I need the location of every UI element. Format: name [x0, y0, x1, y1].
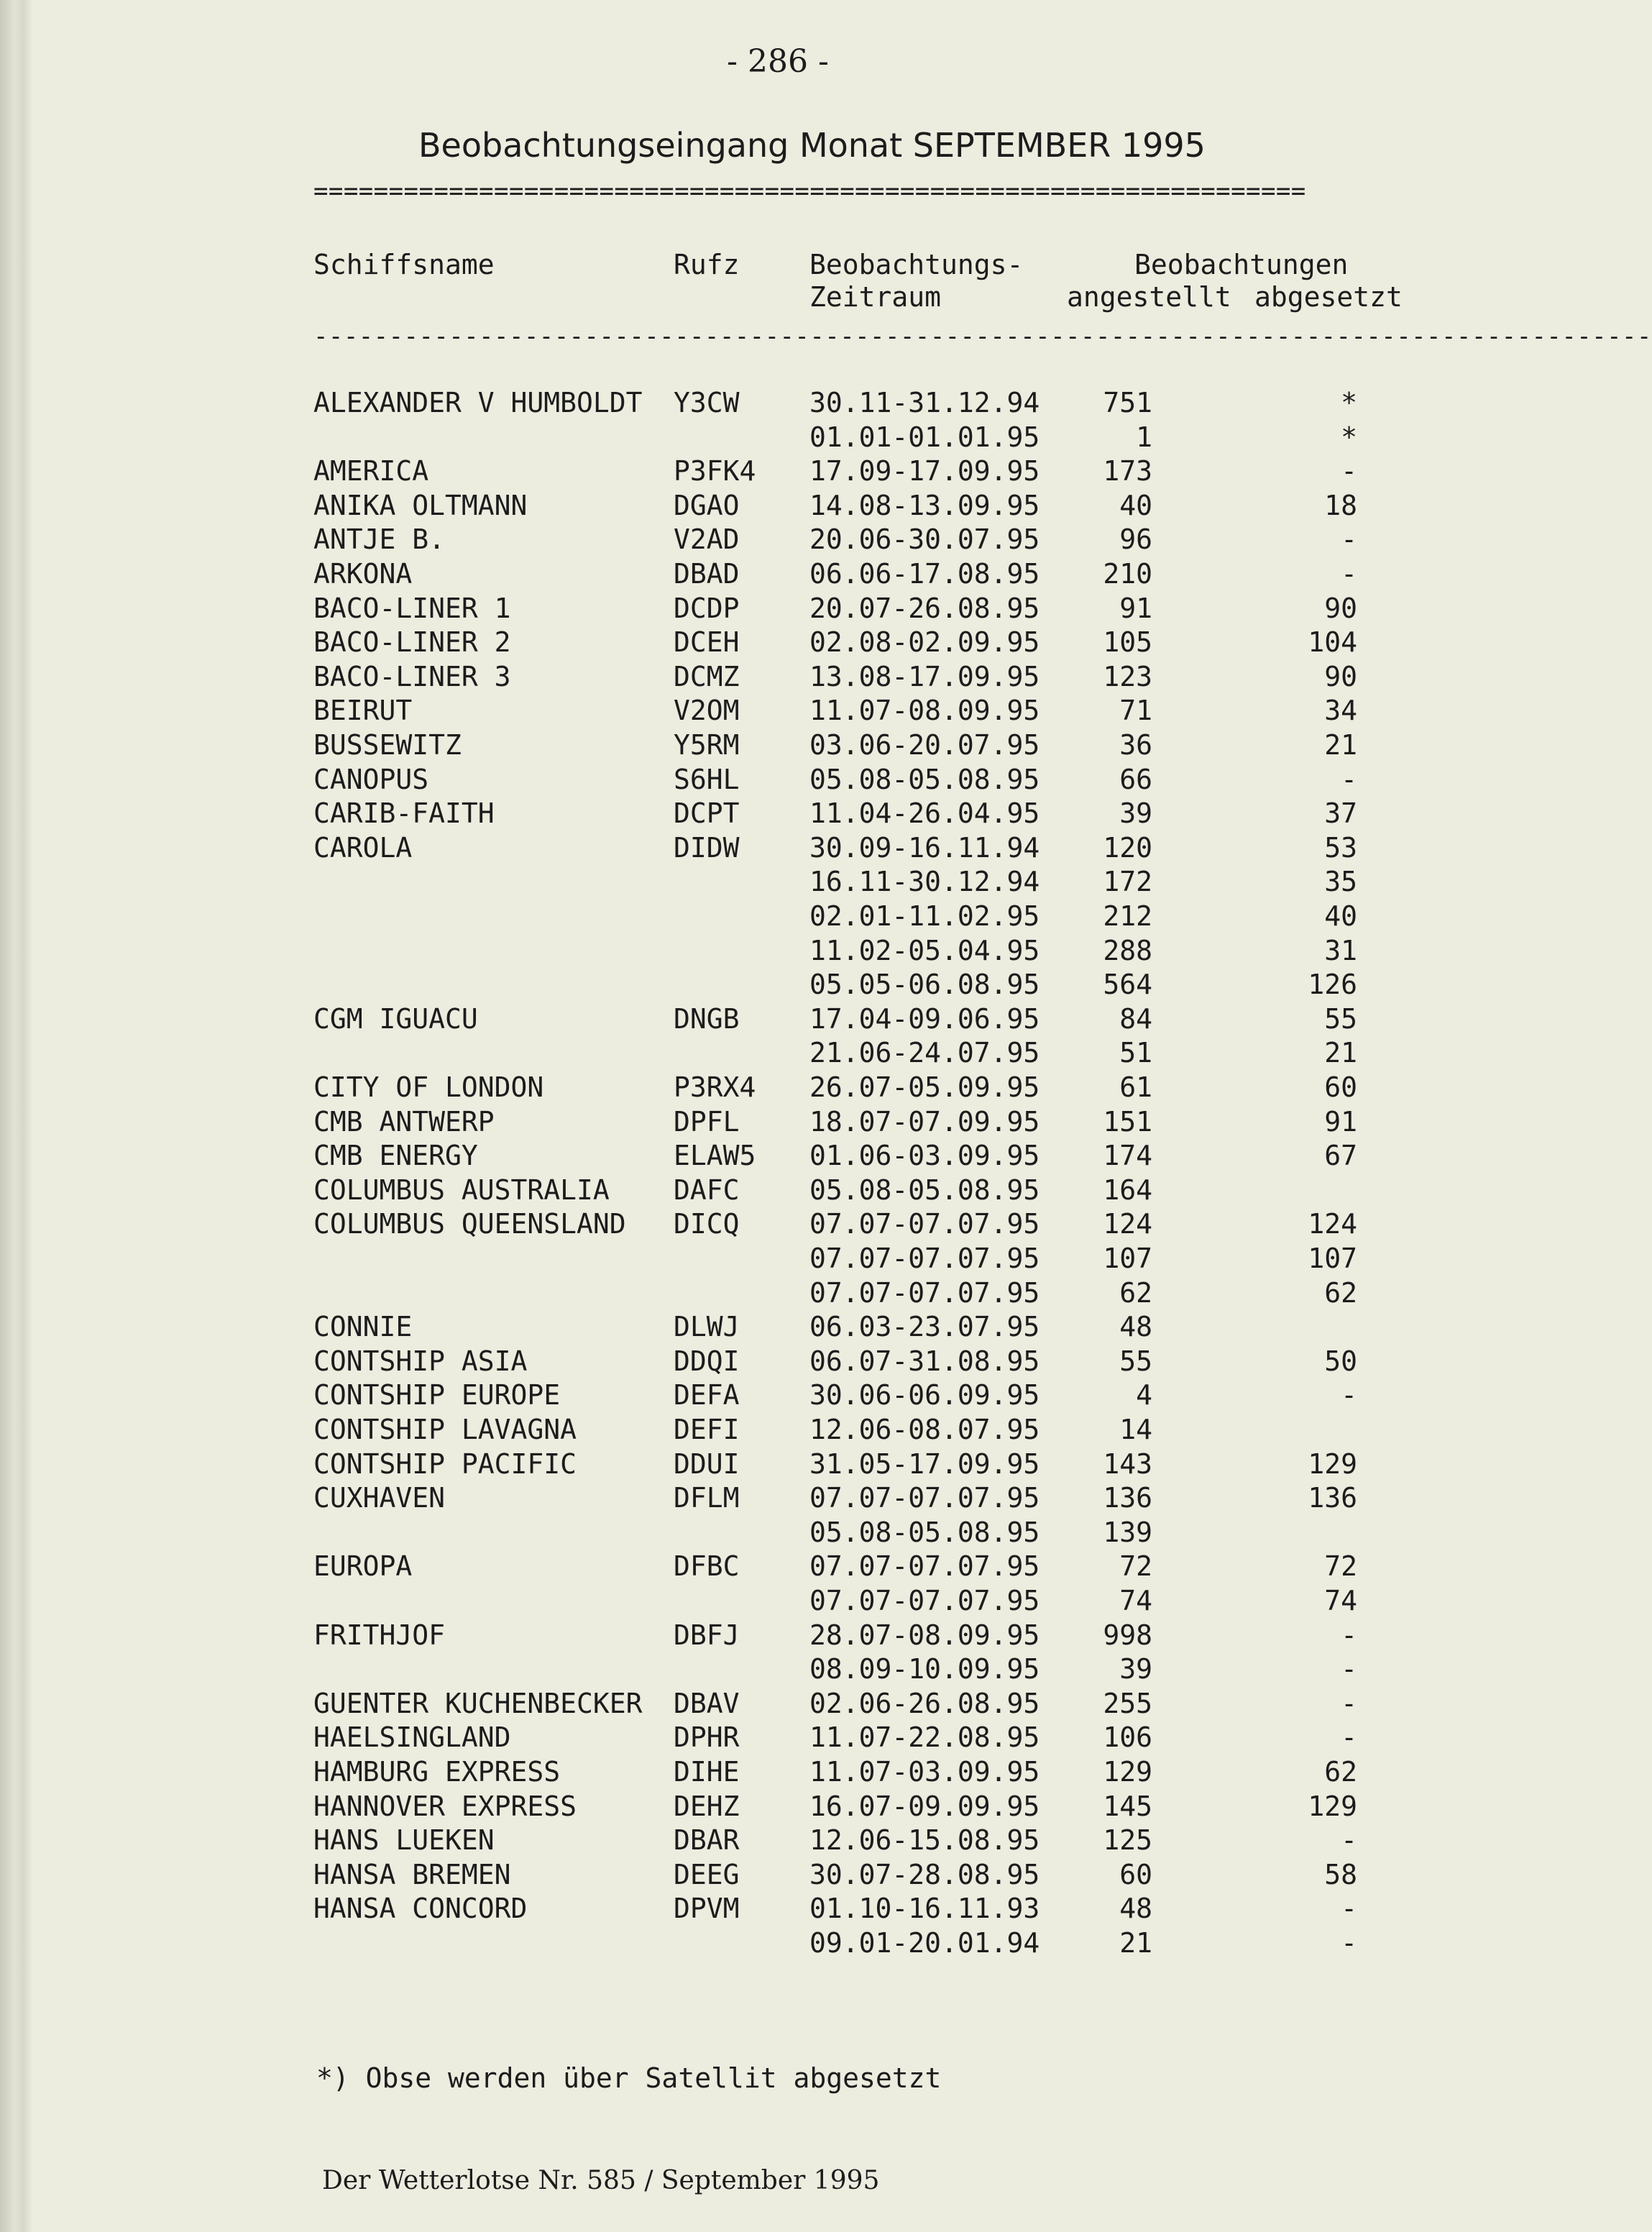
period-cell: 28.07-08.09.95 [809, 1619, 1040, 1651]
observations-sent-cell: - [1341, 1687, 1357, 1719]
observations-made-cell: 139 [1103, 1516, 1152, 1548]
table-row [0, 1035, 1556, 1070]
observations-made-cell: 129 [1103, 1756, 1152, 1788]
callsign-cell: DCEH [674, 626, 740, 659]
observations-made-cell: 91 [1119, 592, 1152, 624]
observations-made-cell: 40 [1119, 489, 1152, 521]
table-row [0, 385, 1556, 420]
observations-made-cell: 48 [1119, 1893, 1152, 1925]
ship-name-cell: COLUMBUS AUSTRALIA [313, 1174, 610, 1206]
callsign-cell: DCMZ [674, 660, 740, 692]
ship-name-cell: HAMBURG EXPRESS [313, 1756, 561, 1788]
ship-name-cell: CMB ANTWERP [313, 1105, 495, 1138]
ship-name-cell: BACO-LINER 2 [313, 626, 511, 659]
ship-name-cell: CAROLA [313, 831, 413, 864]
period-cell: 03.06-20.07.95 [809, 729, 1040, 761]
period-cell: 07.07-07.07.95 [809, 1243, 1040, 1274]
observations-made-cell: 164 [1103, 1174, 1152, 1206]
period-cell: 17.09-17.09.95 [809, 455, 1040, 488]
observations-made-cell: 210 [1103, 558, 1152, 590]
ship-name-cell: CONTSHIP EUROPE [313, 1379, 561, 1412]
period-cell: 21.06-24.07.95 [809, 1037, 1040, 1069]
observations-sent-cell: 34 [1324, 695, 1357, 727]
period-cell: 05.08-05.08.95 [809, 1516, 1040, 1548]
observations-sent-cell: * [1341, 387, 1357, 418]
ship-name-cell: CONTSHIP LAVAGNA [313, 1414, 577, 1445]
ship-name-cell: BEIRUT [313, 695, 413, 727]
observations-sent-cell: 129 [1308, 1790, 1357, 1822]
header-sent: abgesetzt [1254, 281, 1403, 313]
header-period-line2: Zeitraum [809, 281, 942, 313]
observations-made-cell: 74 [1119, 1585, 1152, 1616]
period-cell: 06.07-31.08.95 [809, 1345, 1040, 1377]
observations-made-cell: 60 [1119, 1858, 1152, 1890]
callsign-cell: DEFI [674, 1414, 740, 1445]
callsign-cell: DFBC [674, 1550, 740, 1583]
callsign-cell: DBAV [674, 1687, 740, 1719]
callsign-cell: DDUI [674, 1447, 740, 1480]
callsign-cell: DPHR [674, 1721, 740, 1754]
period-cell: 05.05-06.08.95 [809, 969, 1040, 1001]
ship-name-cell: ANTJE B. [313, 523, 446, 556]
callsign-cell: DIDW [674, 831, 740, 864]
observations-sent-cell: 74 [1324, 1585, 1357, 1616]
period-cell: 05.08-05.08.95 [809, 763, 1040, 795]
observations-made-cell: 39 [1119, 1653, 1152, 1686]
callsign-cell: DEFA [674, 1379, 740, 1412]
table-row [0, 933, 1556, 968]
callsign-cell: DBAR [674, 1824, 740, 1857]
period-cell: 16.11-30.12.94 [809, 866, 1040, 898]
table-row [0, 899, 1556, 933]
observations-made-cell: 62 [1119, 1276, 1152, 1309]
observations-sent-cell: 124 [1308, 1208, 1357, 1240]
table-row [0, 1412, 1556, 1447]
observations-made-cell: 288 [1103, 934, 1152, 966]
observations-made-cell: 21 [1119, 1927, 1152, 1959]
observations-made-cell: 125 [1103, 1824, 1152, 1857]
observations-made-cell: 145 [1103, 1790, 1152, 1822]
callsign-cell: V2OM [674, 695, 740, 727]
table-row [0, 454, 1556, 488]
ship-name-cell: ARKONA [313, 558, 413, 590]
callsign-cell: V2AD [674, 523, 740, 556]
observations-made-cell: 96 [1119, 523, 1152, 556]
observations-made-cell: 998 [1103, 1619, 1152, 1651]
table-row [0, 1276, 1556, 1310]
period-cell: 11.02-05.04.95 [809, 934, 1040, 966]
period-cell: 06.03-23.07.95 [809, 1311, 1040, 1343]
observations-sent-cell: 37 [1324, 797, 1357, 830]
table-row [0, 1173, 1556, 1207]
observations-sent-cell: 126 [1308, 969, 1357, 1001]
ship-name-cell: BACO-LINER 1 [313, 592, 511, 624]
header-ship-name: Schiffsname [313, 249, 495, 280]
table-row [0, 1549, 1556, 1583]
observations-sent-cell: 107 [1308, 1243, 1357, 1274]
observations-made-cell: 174 [1103, 1140, 1152, 1172]
observations-made-cell: 212 [1103, 900, 1152, 932]
period-cell: 31.05-17.09.95 [809, 1447, 1040, 1480]
observations-made-cell: 72 [1119, 1550, 1152, 1583]
observations-made-cell: 4 [1136, 1379, 1152, 1412]
callsign-cell: DNGB [674, 1002, 740, 1035]
callsign-cell: DCDP [674, 592, 740, 624]
observations-sent-cell: - [1341, 558, 1357, 590]
table-row [0, 762, 1556, 797]
ship-name-cell: CARIB-FAITH [313, 797, 495, 830]
ship-name-cell: CANOPUS [313, 763, 429, 795]
observations-made-cell: 105 [1103, 626, 1152, 659]
observations-sent-cell: 129 [1308, 1447, 1357, 1480]
observations-made-cell: 120 [1103, 831, 1152, 864]
callsign-cell: DICQ [674, 1208, 740, 1240]
observations-made-cell: 124 [1103, 1208, 1152, 1240]
period-cell: 05.08-05.08.95 [809, 1174, 1040, 1206]
table-row [0, 1857, 1556, 1892]
observations-sent-cell: 72 [1324, 1550, 1357, 1583]
observations-sent-cell: - [1341, 1927, 1357, 1959]
ship-name-cell: HANSA CONCORD [313, 1893, 528, 1925]
table-row [0, 488, 1556, 523]
period-cell: 07.07-07.07.95 [809, 1482, 1040, 1514]
header-callsign: Rufz [674, 249, 740, 280]
period-cell: 11.04-26.04.95 [809, 797, 1040, 830]
observations-sent-cell: 62 [1324, 1276, 1357, 1309]
table-row [0, 1207, 1556, 1241]
period-cell: 12.06-08.07.95 [809, 1414, 1040, 1445]
period-cell: 07.07-07.07.95 [809, 1585, 1040, 1616]
ship-name-cell: HAELSINGLAND [313, 1721, 511, 1754]
table-row [0, 796, 1556, 831]
table-row [0, 591, 1556, 626]
table-row [0, 1241, 1556, 1276]
table-row [0, 1378, 1556, 1412]
ship-name-cell: CONTSHIP ASIA [313, 1345, 528, 1377]
table-row [0, 557, 1556, 591]
period-cell: 20.07-26.08.95 [809, 592, 1040, 624]
table-row [0, 831, 1556, 865]
header-separator: ----------------------------------------------------------------------------------------- [313, 322, 1652, 351]
callsign-cell: DIHE [674, 1756, 740, 1788]
callsign-cell: DAFC [674, 1174, 740, 1206]
table-row [0, 1755, 1556, 1789]
observations-sent-cell: 35 [1324, 866, 1357, 898]
observations-sent-cell: 50 [1324, 1345, 1357, 1377]
observations-sent-cell: - [1341, 1653, 1357, 1686]
period-cell: 11.07-08.09.95 [809, 695, 1040, 727]
observations-sent-cell: - [1341, 763, 1357, 795]
ship-name-cell: CUXHAVEN [313, 1482, 446, 1514]
observations-made-cell: 36 [1119, 729, 1152, 761]
ship-name-cell: CONTSHIP PACIFIC [313, 1447, 577, 1480]
page-number: - 286 - [727, 43, 829, 80]
table-row [0, 1823, 1556, 1857]
table-row [0, 1926, 1556, 1960]
observations-made-cell: 55 [1119, 1345, 1152, 1377]
observations-sent-cell: 67 [1324, 1140, 1357, 1172]
ship-name-cell: ALEXANDER V HUMBOLDT [313, 387, 643, 418]
period-cell: 09.01-20.01.94 [809, 1927, 1040, 1959]
callsign-cell: DEEG [674, 1858, 740, 1890]
ship-name-cell: AMERICA [313, 455, 429, 488]
observations-sent-cell: - [1341, 1379, 1357, 1412]
observations-sent-cell: 18 [1324, 489, 1357, 521]
callsign-cell: DDQI [674, 1345, 740, 1377]
table-row [0, 864, 1556, 899]
observations-sent-cell: 53 [1324, 831, 1357, 864]
table-row [0, 1447, 1556, 1481]
page-footer: Der Wetterlotse Nr. 585 / September 1995 [322, 2166, 880, 2195]
ship-name-cell: CGM IGUACU [313, 1002, 478, 1035]
period-cell: 30.06-06.09.95 [809, 1379, 1040, 1412]
callsign-cell: Y5RM [674, 729, 740, 761]
period-cell: 02.06-26.08.95 [809, 1687, 1040, 1719]
callsign-cell: ELAW5 [674, 1140, 756, 1172]
period-cell: 07.07-07.07.95 [809, 1276, 1040, 1309]
table-row [0, 1104, 1556, 1139]
period-cell: 14.08-13.09.95 [809, 489, 1040, 521]
table-row [0, 1618, 1556, 1652]
table-row [0, 625, 1556, 659]
table-row [0, 1344, 1556, 1378]
observations-sent-cell: 62 [1324, 1756, 1357, 1788]
observations-sent-cell: 40 [1324, 900, 1357, 932]
table-row [0, 693, 1556, 728]
table-row [0, 659, 1556, 694]
observations-sent-cell: - [1341, 523, 1357, 556]
callsign-cell: DGAO [674, 489, 740, 521]
observations-sent-cell: 60 [1324, 1071, 1357, 1103]
period-cell: 07.07-07.07.95 [809, 1550, 1040, 1583]
period-cell: 18.07-07.09.95 [809, 1105, 1040, 1138]
period-cell: 16.07-09.09.95 [809, 1790, 1040, 1822]
observations-made-cell: 66 [1119, 763, 1152, 795]
observations-made-cell: 255 [1103, 1687, 1152, 1719]
observations-sent-cell: 90 [1324, 592, 1357, 624]
callsign-cell: DEHZ [674, 1790, 740, 1822]
period-cell: 30.09-16.11.94 [809, 831, 1040, 864]
observations-made-cell: 143 [1103, 1447, 1152, 1480]
observations-sent-cell: - [1341, 1619, 1357, 1651]
callsign-cell: P3RX4 [674, 1071, 756, 1103]
period-cell: 08.09-10.09.95 [809, 1653, 1040, 1686]
title-underline: ================================================================== [313, 177, 1306, 206]
table-row [0, 1481, 1556, 1515]
table-row [0, 1652, 1556, 1686]
table-row [0, 1309, 1556, 1344]
observations-made-cell: 51 [1119, 1037, 1152, 1069]
observations-sent-cell: * [1341, 421, 1357, 453]
observations-made-cell: 84 [1119, 1002, 1152, 1035]
callsign-cell: Y3CW [674, 387, 740, 418]
period-cell: 17.04-09.06.95 [809, 1002, 1040, 1035]
observations-made-cell: 1 [1136, 421, 1152, 453]
observations-made-cell: 48 [1119, 1311, 1152, 1343]
period-cell: 13.08-17.09.95 [809, 660, 1040, 692]
callsign-cell: P3FK4 [674, 455, 756, 488]
ship-name-cell: COLUMBUS QUEENSLAND [313, 1208, 626, 1240]
observations-made-cell: 123 [1103, 660, 1152, 692]
header-observations: Beobachtungen [1134, 249, 1349, 280]
ship-name-cell: FRITHJOF [313, 1619, 446, 1651]
table-row [0, 1138, 1556, 1173]
header-period-line1: Beobachtungs- [809, 249, 1024, 280]
observations-made-cell: 14 [1119, 1414, 1152, 1445]
observations-made-cell: 173 [1103, 455, 1152, 488]
observations-made-cell: 107 [1103, 1243, 1152, 1274]
observations-sent-cell: 90 [1324, 660, 1357, 692]
observations-made-cell: 136 [1103, 1482, 1152, 1514]
period-cell: 30.11-31.12.94 [809, 387, 1040, 418]
observations-made-cell: 39 [1119, 797, 1152, 830]
period-cell: 30.07-28.08.95 [809, 1858, 1040, 1890]
observations-made-cell: 151 [1103, 1105, 1152, 1138]
period-cell: 01.01-01.01.95 [809, 421, 1040, 453]
observations-made-cell: 61 [1119, 1071, 1152, 1103]
callsign-cell: DPFL [674, 1105, 740, 1138]
ship-name-cell: ANIKA OLTMANN [313, 489, 528, 521]
table-row [0, 420, 1556, 454]
ship-name-cell: HANNOVER EXPRESS [313, 1790, 577, 1822]
period-cell: 02.01-11.02.95 [809, 900, 1040, 932]
table-row [0, 1891, 1556, 1926]
period-cell: 11.07-22.08.95 [809, 1721, 1040, 1754]
period-cell: 01.06-03.09.95 [809, 1140, 1040, 1172]
ship-name-cell: CITY OF LONDON [313, 1071, 544, 1103]
callsign-cell: S6HL [674, 763, 740, 795]
observations-sent-cell: 55 [1324, 1002, 1357, 1035]
table-row [0, 1002, 1556, 1036]
ship-name-cell: BACO-LINER 3 [313, 660, 511, 692]
observations-sent-cell: 104 [1308, 626, 1357, 659]
observations-sent-cell: 58 [1324, 1858, 1357, 1890]
table-row [0, 728, 1556, 762]
observations-sent-cell: - [1341, 1721, 1357, 1754]
period-cell: 20.06-30.07.95 [809, 523, 1040, 556]
ship-name-cell: CONNIE [313, 1311, 413, 1343]
ship-name-cell: GUENTER KUCHENBECKER [313, 1687, 643, 1719]
observations-sent-cell: 21 [1324, 1037, 1357, 1069]
period-cell: 01.10-16.11.93 [809, 1893, 1040, 1925]
table-row [0, 1789, 1556, 1824]
callsign-cell: DLWJ [674, 1311, 740, 1343]
period-cell: 06.06-17.08.95 [809, 558, 1040, 590]
table-row [0, 1515, 1556, 1550]
ship-name-cell: CMB ENERGY [313, 1140, 478, 1172]
observations-sent-cell: - [1341, 1893, 1357, 1925]
table-row [0, 1070, 1556, 1104]
table-row [0, 522, 1556, 557]
table-row [0, 967, 1556, 1002]
observations-made-cell: 106 [1103, 1721, 1152, 1754]
observations-sent-cell: - [1341, 455, 1357, 488]
ship-name-cell: HANS LUEKEN [313, 1824, 495, 1857]
observations-made-cell: 751 [1103, 387, 1152, 418]
period-cell: 07.07-07.07.95 [809, 1208, 1040, 1240]
callsign-cell: DFLM [674, 1482, 740, 1514]
ship-name-cell: HANSA BREMEN [313, 1858, 511, 1890]
observations-sent-cell: 136 [1308, 1482, 1357, 1514]
ship-name-cell: BUSSEWITZ [313, 729, 462, 761]
observations-made-cell: 172 [1103, 866, 1152, 898]
observations-made-cell: 564 [1103, 969, 1152, 1001]
observations-sent-cell: 31 [1324, 934, 1357, 966]
period-cell: 26.07-05.09.95 [809, 1071, 1040, 1103]
callsign-cell: DBAD [674, 558, 740, 590]
ship-name-cell: EUROPA [313, 1550, 413, 1583]
observations-sent-cell: 91 [1324, 1105, 1357, 1138]
callsign-cell: DBFJ [674, 1619, 740, 1651]
document-title: Beobachtungseingang Monat SEPTEMBER 1995 [418, 126, 1206, 165]
table-row [0, 1720, 1556, 1755]
callsign-cell: DCPT [674, 797, 740, 830]
period-cell: 02.08-02.09.95 [809, 626, 1040, 659]
callsign-cell: DPVM [674, 1893, 740, 1925]
observations-sent-cell: - [1341, 1824, 1357, 1857]
header-made: angestellt [1067, 281, 1231, 313]
table-row [0, 1583, 1556, 1618]
period-cell: 11.07-03.09.95 [809, 1756, 1040, 1788]
table-row [0, 1686, 1556, 1721]
period-cell: 12.06-15.08.95 [809, 1824, 1040, 1857]
observations-sent-cell: 21 [1324, 729, 1357, 761]
observations-made-cell: 71 [1119, 695, 1152, 727]
footnote: *) Obse werden über Satellit abgesetzt [316, 2062, 942, 2094]
